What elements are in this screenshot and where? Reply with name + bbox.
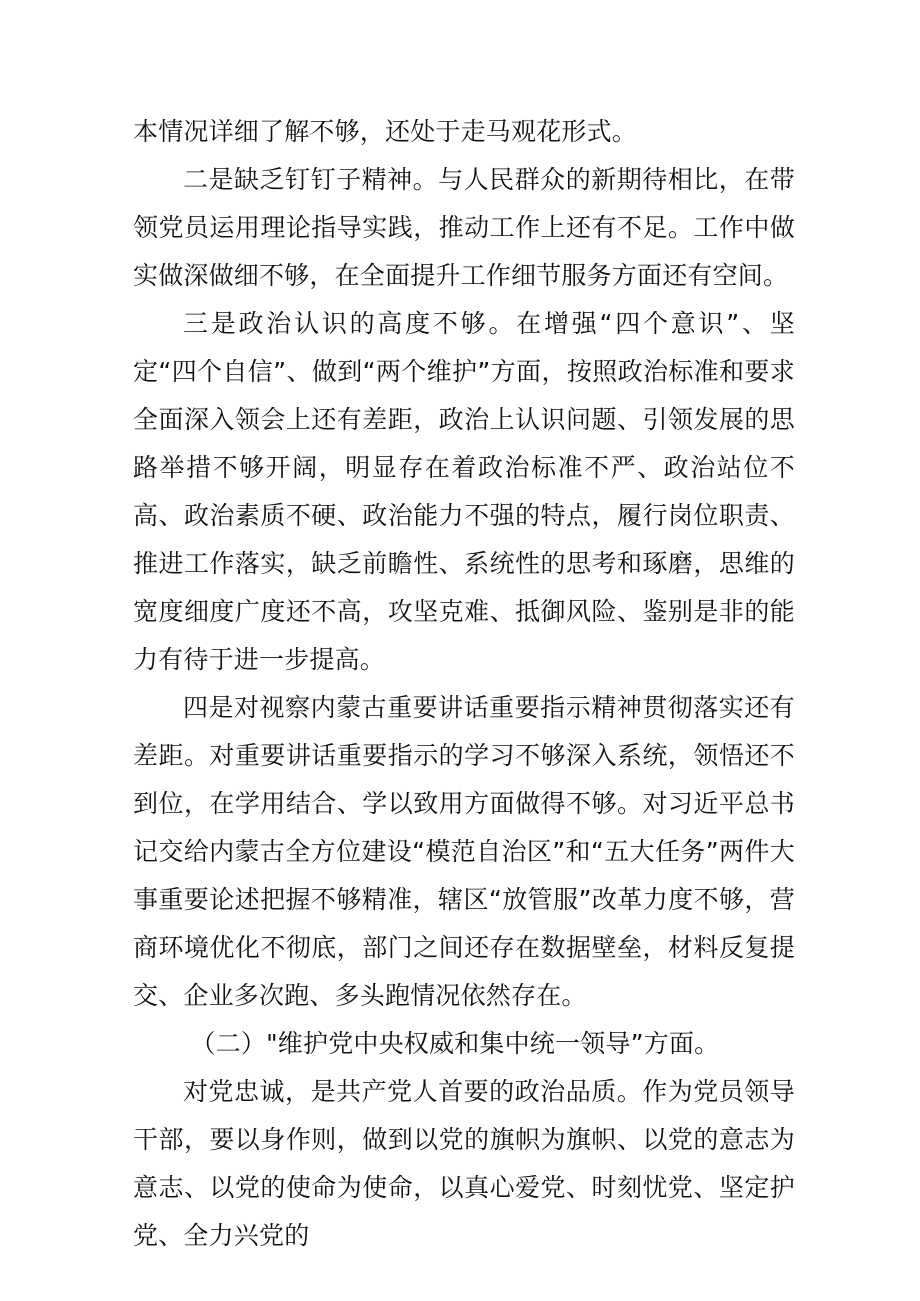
section-heading: （二）"维护党中央权威和集中统一领导”方面。 [190,1029,720,1058]
paragraph-loyalty: 对党忠诚，是共产党人首要的政治品质。作为党员领导干部，要以身作则，做到以党的旗帜为旗帜、以党的意志为意志、以党的使命为使命，以真心爱党、时刻忧党、坚定护党、全力兴党的 [133,1077,795,1250]
paragraph-continuation: 本情况详细了解不够，还处于走马观花形式。 [133,117,638,146]
document-body [133,108,795,1260]
paragraph-point-four: 四是对视察内蒙古重要讲话重要指示精神贯彻落实还有差距。对重要讲话重要指示的学习不够深入系统，领悟还不到位，在学用结合、学以致用方面做得不够。对习近平总书记交给内蒙古全方位建设“模范自治区”和“五大任务”两件大事重要论述把握不够精准，辖区“放管服”改革力度不够，营商环境优化不彻底，部门之间还存在数据壁垒，材料反复提交、企业多次跑、多头跑情况依然存在。 [133,693,795,1010]
paragraph-point-two: 二是缺乏钉钉子精神。与人民群众的新期待相比，在带领党员运用理论指导实践，推动工作上还有不足。工作中做实做深做细不够，在全面提升工作细节服务方面还有空间。 [133,165,795,290]
paragraph-point-three: 三是政治认识的高度不够。在增强“四个意识”、坚定“四个自信”、做到“两个维护”方面，按照政治标准和要求全面深入领会上还有差距，政治上认识问题、引领发展的思路举措不够开阔，明显存在着政治标准不严、政治站位不高、政治素质不硬、政治能力不强的特点，履行岗位职责、推进工作落实，缺乏前瞻性、系统性的思考和琢磨，思维的宽度细度广度还不高，攻坚克难、抵御风险、鉴别是非的能力有待于进一步提高。 [133,309,795,674]
